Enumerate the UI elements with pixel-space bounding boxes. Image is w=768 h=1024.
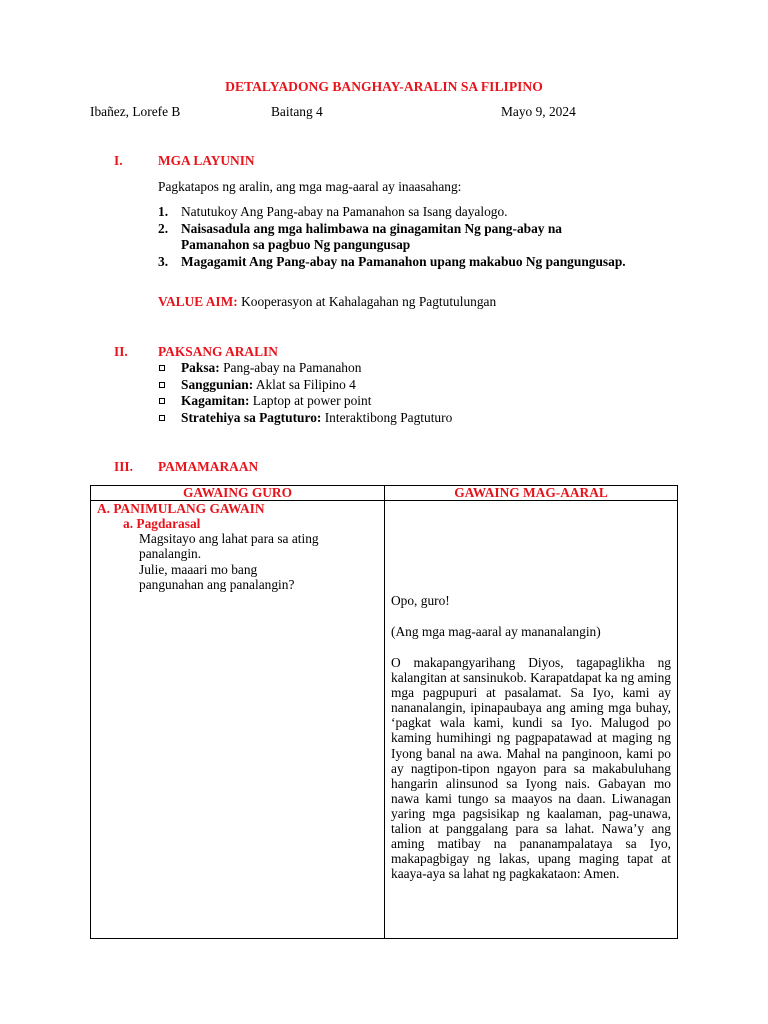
procedure-table xyxy=(90,485,678,939)
student-reply: Opo, guro! xyxy=(391,593,450,608)
section-3-number: III. xyxy=(114,459,133,474)
topic-item xyxy=(158,377,452,394)
square-bullet-icon xyxy=(159,365,165,371)
instruction-line: Magsitayo ang lahat para sa ating xyxy=(139,531,319,546)
topic-item xyxy=(158,410,452,427)
value-aim-text: Kooperasyon at Kahalagahan ng Pagtutulungan xyxy=(241,294,497,309)
topic-item xyxy=(158,393,452,410)
section-2-number: II. xyxy=(114,344,128,359)
topic-label: Paksa: xyxy=(181,360,220,375)
topic-label: Stratehiya sa Pagtuturo: xyxy=(181,409,322,425)
objective-text: Magagamit Ang Pang-abay na Pamanahon upang makabuo Ng pangungusap. xyxy=(181,253,626,269)
topic-value: Interaktibong Pagtuturo xyxy=(324,409,453,425)
topic-list xyxy=(158,360,452,426)
objective-number: 1. xyxy=(158,204,169,219)
topic-value: Laptop at power point xyxy=(252,393,372,408)
instruction-line: pangunahan ang panalangin? xyxy=(139,576,295,592)
topic-label: Sanggunian: xyxy=(181,376,254,392)
objectives-intro: Pagkatapos ng aralin, ang mga mag-aaral ay inaasahang: xyxy=(158,179,462,194)
square-bullet-icon xyxy=(159,382,165,388)
grade-level: Baitang 4 xyxy=(271,104,323,119)
topic-item xyxy=(158,360,452,377)
section-1-number: I. xyxy=(114,153,123,168)
objective-number: 2. xyxy=(158,220,169,236)
objective-item xyxy=(158,254,628,271)
objective-text: Natutukoy Ang Pang-abay na Pamanahon sa Isang dayalogo. xyxy=(181,204,508,219)
lesson-date: Mayo 9, 2024 xyxy=(501,104,576,119)
activity-heading: A. PANIMULANG GAWAIN xyxy=(97,501,265,516)
teacher-activity-cell xyxy=(91,501,385,939)
page-title: DETALYADONG BANGHAY-ARALIN SA FILIPINO xyxy=(225,79,543,94)
column-header-teacher: GAWAING GURO xyxy=(91,486,385,501)
value-aim xyxy=(158,294,496,310)
table-row xyxy=(91,501,678,939)
objective-number: 3. xyxy=(158,253,169,269)
prayer-text: O makapangyarihang Diyos, tagapaglikha ng kalangitan at sansinukob. Karapatdapat ka ng aming mga pagpupuri at pasalamat. Sa Iyo, kami ay nananalangin, ipinapaubaya ang aming mga buhay, ‘pagkat wala kami, kundi sa Iyo. Malugod po kaming humihingi ng pagpapatawad at maging ng Iyong banal na awa. Mahal na panginoon, kami po ay nagtipon-tipon ngayon para sa makabuluhang hangarin alinsunod sa Iyong nais. Gabayan mo nawa kami tungo sa maayos na daan. Liwanagan yaring mga pagsisikap ng kaalaman, pag-unawa, talion at panggalang para sa lahat. Nawa’y ang aming matibay na pananampalataya sa Iyo, makapagbigay ng lakas, upang maging tapat at kaaya-aya sa lahat ng pagkakataon: Amen. xyxy=(391,655,672,882)
topic-value: Aklat sa Filipino 4 xyxy=(255,376,356,392)
topic-label: Kagamitan: xyxy=(181,393,250,408)
section-1-title: MGA LAYUNIN xyxy=(158,153,255,168)
activity-subheading: a. Pagdarasal xyxy=(123,516,201,531)
topic-value: Pang-abay na Pamanahon xyxy=(223,360,362,375)
column-header-student: GAWAING MAG-AARAL xyxy=(385,486,678,501)
square-bullet-icon xyxy=(159,415,165,421)
instruction-line: Julie, maaari mo bang xyxy=(139,561,258,577)
instruction-line: panalangin. xyxy=(139,546,202,562)
student-action: (Ang mga mag-aaral ay mananalangin) xyxy=(391,624,601,639)
objective-item xyxy=(158,204,628,221)
section-3-title: PAMAMARAAN xyxy=(158,459,259,474)
student-activity-cell xyxy=(385,501,678,939)
objective-text: Naisasadula ang mga halimbawa na ginagamitan Ng pang-abay na Pamanahon sa pagbuo Ng pangungusap xyxy=(181,220,562,252)
teacher-name: Ibañez, Lorefe B xyxy=(90,104,181,119)
objective-item xyxy=(158,221,628,254)
objectives-list xyxy=(158,204,628,270)
value-aim-label: VALUE AIM: xyxy=(158,294,238,309)
square-bullet-icon xyxy=(159,398,165,404)
section-2-title: PAKSANG ARALIN xyxy=(158,344,278,359)
table-header-row xyxy=(91,486,678,501)
teacher-instructions xyxy=(97,531,380,592)
